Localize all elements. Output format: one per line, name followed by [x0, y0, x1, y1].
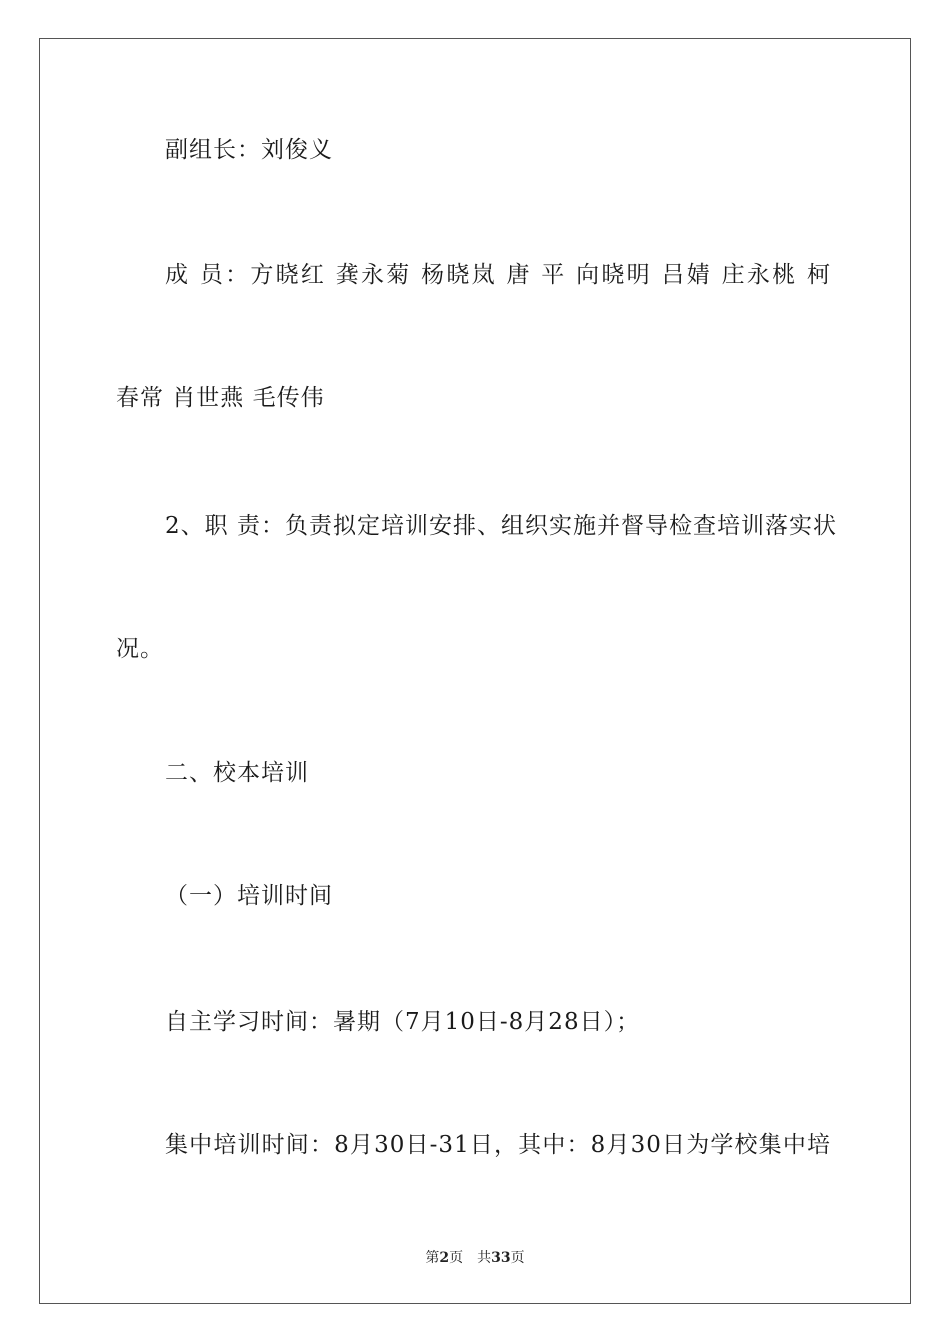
- duties-line-2: 况。: [116, 636, 164, 662]
- centralized-training-line-text: 集中培训时间：8月30日-31日，其中：8月30日为学校集中培: [165, 1132, 831, 1158]
- deputy-leader-line: 副组长：刘俊义: [165, 137, 333, 163]
- page-footer: [0, 1247, 950, 1267]
- centralized-training-line: [165, 1130, 831, 1160]
- page-number: 2: [439, 1250, 450, 1266]
- subsection-heading-training-time: （一）培训时间: [165, 883, 333, 909]
- self-study-time-line: 自主学习时间：暑期（7月10日-8月28日）；: [165, 1009, 641, 1035]
- duties-line-1-text: 2、职 责：负责拟定培训安排、组织实施并督导检查培训落实状: [165, 513, 837, 539]
- page-suffix: 页: [449, 1250, 464, 1266]
- members-line-2: 春常 肖世燕 毛传伟: [116, 385, 325, 411]
- page-prefix: 第: [425, 1250, 440, 1266]
- duties-line-1: [165, 511, 837, 541]
- members-line-1-text: 成 员：方晓红 龚永菊 杨晓岚 唐 平 向晓明 吕婧 庄永桃 柯: [165, 262, 831, 288]
- total-prefix: 共: [477, 1250, 492, 1266]
- total-suffix: 页: [510, 1250, 525, 1266]
- page-border: [39, 38, 911, 1304]
- section-heading-school-training: 二、校本培训: [165, 760, 309, 786]
- total-pages: 33: [491, 1250, 511, 1266]
- members-line-1: [165, 260, 831, 290]
